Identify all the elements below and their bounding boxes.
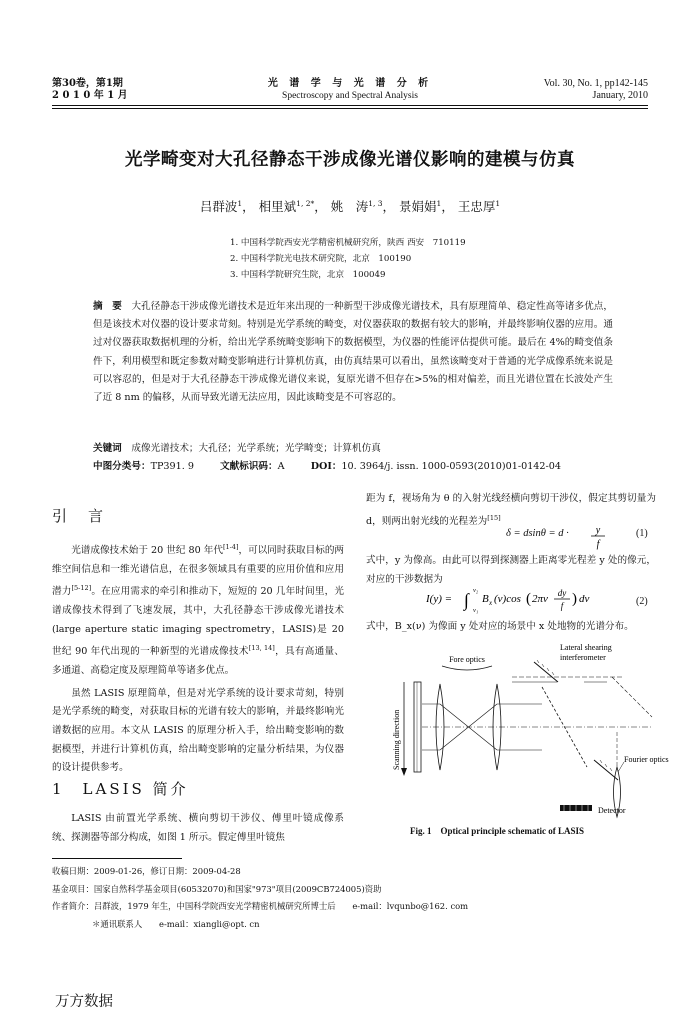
doi-label: DOI： (310, 461, 342, 472)
citation-ref: [5-12] (71, 584, 92, 593)
header-journal-block (250, 78, 450, 102)
reflected-path (612, 677, 652, 717)
section1-body (52, 810, 344, 847)
footnote-rule (52, 858, 182, 859)
abstract (93, 298, 613, 407)
mirror-1 (534, 660, 558, 682)
scan-arrowhead (401, 768, 407, 776)
header-date-en: January, 2010 (592, 90, 648, 101)
abstract-text: 大孔径静态干涉成像光谱技术是近年来出现的一种新型干涉成像光谱技术，具有原理简单、稳定性高等诸多优点，但是该技术对仪器的设计要求苛刻。特别是光学系统的畸变，对仪器获取的数据有较大的影响，并最终影响仪器的应用。通过对仪器获取数据机理的分析，给出光学系统畸变影响下的数据模型，为仪器的性能评估提供可能。最后在 4%的畸变值条件下，利用模型和既定参数对畸变影响进行计算机仿真，由仿真结果可以看出，虽然该畸变对于普通的光学成像系统来说是可以容忍的，但是对于大孔径静态干涉成像光谱仪来说，复原光谱不但存在>5%的相对偏差，而且光谱位置在长波处产生了近 8 nm 的偏移，从而导致光谱无法应用，因此该畸变是不可容忍的。 (93, 301, 614, 404)
svg-text:f: f (596, 539, 600, 550)
citation-ref: [1-4] (222, 543, 239, 551)
author-sup: 1 (436, 198, 442, 208)
svg-text:dν: dν (579, 593, 590, 605)
section1-paragraph: LASIS 由前置光学系统、横向剪切干涉仪、傅里叶镜成像系统、探测器等部分构成，如图 1 所示。假定傅里叶镜焦 (52, 813, 344, 843)
equation-2-number: (2) (636, 596, 648, 607)
svg-text:): ) (572, 591, 577, 607)
citation-ref: [13, 14] (248, 644, 275, 653)
intro-paragraph-1: 光谱成像技术始于 20 世纪 80 年代[1-4]，可以同时获取目标的两维空间信息和一维光谱信息，在很多领域具有重要的应用价值和应用潜力[5-12]。在应用需求的牵引和推动下，短短的 20 几年时间里，光谱成像技术得到了飞速发展，其中，大孔径静态干涉成像光谱技术(large aperture static imaging spectrometry，LASIS)是 20 世纪 90 年代出现的一种新型的光谱成像技术[13, 14]，具有高通量、多通道、高稳定度及原理简单等诸多优点。 (52, 543, 345, 677)
affiliation-item: 1. 中国科学院西安光学精密机械研究所，陕西 西安 710119 (230, 238, 466, 248)
intro-paragraph-2: 虽然 LASIS 原理简单，但是对光学系统的设计要求苛刻，特别是光学系统的畸变，对获取目标的光谱有较大的影响，并最终影响光谱数据的应用。本文从 LASIS 的原理分析入手，给出畸变影响的数据模型，并进行计算机仿真，给出畸变影响的定量分析结果，为仪器的设计提供参考。 (52, 687, 344, 774)
keywords-text: 成像光谱技术；大孔径；光学系统；光学畸变；计算机仿真 (131, 443, 381, 454)
header-volume: 第30卷，第1期 (52, 78, 123, 89)
svg-text:x: x (489, 599, 493, 607)
svg-text:I(y) =: I(y) = (426, 593, 453, 605)
author-name: 姚 涛 (330, 199, 369, 214)
label-shearing-1: Lateral shearing (560, 643, 612, 652)
header-volume-block (52, 78, 128, 102)
mirror-hatch (547, 668, 549, 671)
author-name: 吕群波 (199, 199, 238, 214)
paper-title: 光学畸变对大孔径静态干涉成像光谱仪影响的建模与仿真 (125, 150, 575, 170)
intro-heading: 引 言 (52, 507, 107, 525)
author-sup: 1, 2* (296, 198, 315, 208)
equation-2-body (426, 584, 626, 618)
clc-label: 中图分类号： (93, 461, 151, 472)
intro-body (52, 538, 344, 778)
author-name: 王忠厚 (457, 199, 496, 214)
svg-text:dy: dy (557, 588, 567, 598)
author-sup: 1 (495, 198, 501, 208)
footnotes (52, 863, 468, 933)
author-name: 相里斌 (258, 199, 297, 214)
equation-1-number: (1) (636, 528, 648, 539)
svg-text:(: ( (526, 591, 531, 607)
fourier-leader (618, 762, 624, 772)
abstract-label: 摘 要 (93, 301, 122, 312)
affiliation-item: 3. 中国科学院研究生院，北京 100049 (230, 270, 386, 280)
equation-1-body: δ = dsinθ = d · (506, 528, 569, 539)
right-text-3: 式中，B_x(ν) 为像面 y 处对应的场景中 x 处地物的光谱分布。 (366, 621, 634, 632)
mirror-hatch (610, 768, 612, 771)
mirror-surface (534, 662, 558, 682)
svg-text:2πν: 2πν (532, 593, 548, 605)
mirror-hatch (552, 672, 554, 675)
label-fore-optics: Fore optics (449, 655, 485, 664)
author-sup: 1 (237, 198, 243, 208)
affiliations (230, 235, 466, 283)
footnote-bio: 作者简介：吕群波，1979 年生，中国科学院西安光学精密机械研究所博士后 e-mail：lvqunbo@162. com (52, 901, 469, 911)
svg-text:y: y (595, 525, 601, 536)
footnote-received: 收稿日期：2009-01-26，修订日期：2009-04-28 (52, 866, 241, 876)
clc-value: TP391. 9 (150, 461, 194, 472)
header-volume-en: Vol. 30, No. 1, pp142-145 (543, 78, 648, 89)
fore-optics-brace (442, 666, 492, 670)
svg-text:f: f (560, 601, 564, 611)
svg-text:B: B (482, 593, 489, 605)
author-sup: 1, 3 (368, 198, 383, 208)
equation-1-fraction (588, 523, 608, 551)
mirror-hatch (605, 764, 607, 767)
doc-code-value: A (277, 461, 285, 472)
doi-value: 10. 3964/j. issn. 1000-0593(2010)01-0142-04 (341, 461, 561, 472)
svg-text:(ν)cos: (ν)cos (494, 593, 521, 605)
label-scanning-direction: Scanning direction (392, 709, 401, 770)
label-detector: Detector (598, 806, 626, 815)
section1-heading: 1 LASIS 简介 (52, 780, 189, 798)
header-rule-thin (52, 108, 648, 109)
mirror-hatch (537, 660, 539, 663)
header-volume-en-block (544, 78, 648, 102)
mirror-hatch (600, 760, 602, 763)
citation-ref: [15] (487, 513, 501, 522)
label-shearing-2: interferometer (560, 653, 606, 662)
mirror-hatch (542, 664, 544, 667)
watermark: 万方数据 (55, 994, 113, 1010)
doc-code-label: 文献标识码： (220, 461, 278, 472)
svg-text:ν₁: ν₁ (473, 607, 479, 614)
author-list: 吕群波$^1$， 相里斌$^{1, 2*}$， 姚 涛$^{1, 3}$， 景娟娟$^1$， 王忠厚$^1$ (199, 198, 501, 214)
keywords-block (93, 440, 613, 476)
svg-text:ν₂: ν₂ (473, 587, 479, 594)
header-date-cn: 2 0 1 0 年 1 月 (52, 90, 128, 101)
right-text-2: 式中，y 为像高。由此可以得到探测器上距离零光程差 y 处的像元，对应的干涉数据为 (366, 555, 656, 585)
footnote-corresponding: ＊通讯联系人 e-mail：xiangli@opt. cn (92, 918, 260, 929)
figure-1-schematic (362, 642, 669, 822)
header-rule (52, 105, 648, 106)
figure-1-caption: Fig. 1 Optical principle schematic of LASIS (410, 826, 584, 836)
svg-text:∫: ∫ (464, 590, 469, 610)
figure-1-detector (560, 803, 650, 817)
header-journal-en: Spectroscopy and Spectral Analysis (282, 91, 418, 101)
author-name: 景娟娟 (399, 199, 437, 214)
header-journal-cn: 光 谱 学 与 光 谱 分 析 (267, 78, 433, 89)
label-fourier-optics: Fourier optics (624, 755, 669, 764)
keywords-label: 关键词 (93, 443, 122, 454)
entrance-slit (414, 682, 421, 772)
footnote-fund: 基金项目：国家自然科学基金项目(60532070)和国家"973"项目(2009CB724005)资助 (52, 883, 382, 894)
right-text-1: 距为 f，视场角为 θ 的入射光线经横向剪切干涉仪，假定其剪切量为 d，则两出射光线的光程差为[15] (366, 493, 656, 527)
affiliation-item: 2. 中国科学院光电技术研究院，北京 100190 (230, 254, 412, 264)
